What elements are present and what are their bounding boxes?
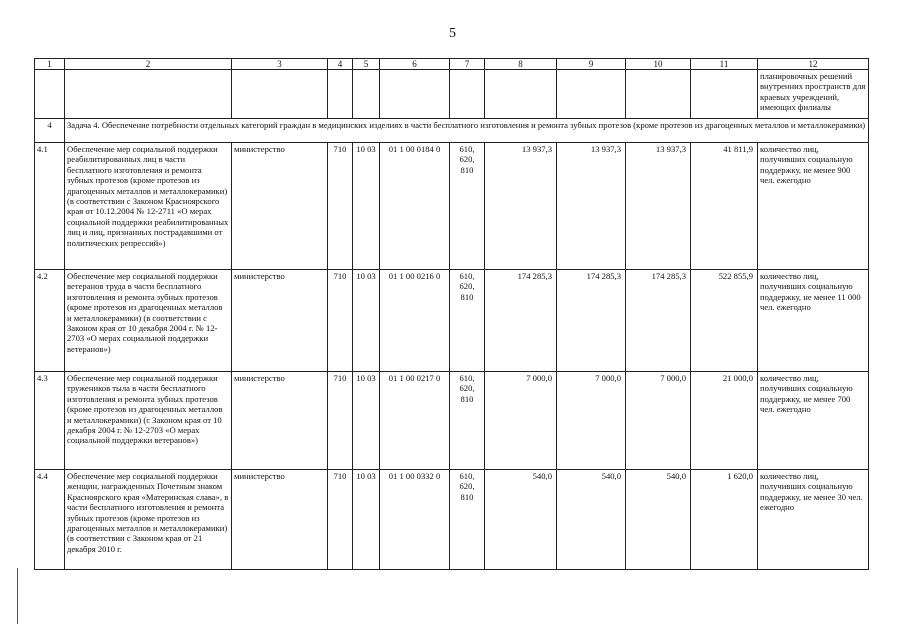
row-rzpr: 10 03 bbox=[353, 470, 380, 570]
column-number: 1 bbox=[35, 59, 65, 70]
row-name: Обеспечение мер социальной поддержки женщин, награжденных Почетным знаком Красноярского края «Материнская слава», в части бесплатного изготовления и ремонта зубных протезов (кроме протезов из драгоценных металлов и металлокерамики) (в соответствии с Законом края от 21 декабря 2010 г. bbox=[65, 470, 232, 570]
row-year3: 13 937,3 bbox=[626, 143, 691, 270]
row-rzpr: 10 03 bbox=[353, 372, 380, 470]
task-title: Задача 4. Обеспечение потребности отдельных категорий граждан в медицинских изделиях в части бесплатного изготовления и ремонта зубных протезов (кроме протезов из драгоценных металлов и металлокерамики) bbox=[65, 119, 869, 143]
row-csr: 01 1 00 0332 0 bbox=[380, 470, 450, 570]
row-year2: 13 937,3 bbox=[557, 143, 626, 270]
row-year3: 540,0 bbox=[626, 470, 691, 570]
row-csr: 01 1 00 0217 0 bbox=[380, 372, 450, 470]
row-year1: 13 937,3 bbox=[485, 143, 557, 270]
column-numbers-row bbox=[35, 59, 869, 70]
table-row bbox=[35, 372, 869, 470]
row-result: количество лиц, получивших социальную поддержку, не менее 11 000 чел. ежегодно bbox=[758, 270, 869, 372]
table-row bbox=[35, 143, 869, 270]
row-total: 21 000,0 bbox=[691, 372, 758, 470]
row-total: 1 620,0 bbox=[691, 470, 758, 570]
continuation-row bbox=[35, 70, 869, 119]
row-year3: 7 000,0 bbox=[626, 372, 691, 470]
table-row bbox=[35, 470, 869, 570]
row-grbs: 710 bbox=[328, 470, 353, 570]
row-csr: 01 1 00 0216 0 bbox=[380, 270, 450, 372]
row-executor: министерство bbox=[232, 470, 328, 570]
row-year2: 174 285,3 bbox=[557, 270, 626, 372]
column-number: 10 bbox=[626, 59, 691, 70]
row-grbs: 710 bbox=[328, 270, 353, 372]
column-number: 11 bbox=[691, 59, 758, 70]
row-name: Обеспечение мер социальной поддержки реабилитированных лиц в части бесплатного изготовления и ремонта зубных протезов (кроме протезов из драгоценных металлов и металлокерамики) (в соответствии с Законом Красноярского края от 10.12.2004 № 12-2711 «О мерах социальной поддержки реабилитированных лиц и лиц, признанных пострадавшими от политических репрессий») bbox=[65, 143, 232, 270]
page-number: 5 bbox=[449, 26, 456, 41]
row-vr: 610, 620, 810 bbox=[450, 270, 485, 372]
table-row bbox=[35, 270, 869, 372]
column-number: 6 bbox=[380, 59, 450, 70]
program-table bbox=[34, 58, 869, 570]
continuation-result-text: планировочных решений внутренних пространств для краевых учреждений, имеющих филиалы bbox=[758, 70, 869, 119]
row-name: Обеспечение мер социальной поддержки ветеранов труда в части бесплатного изготовления и ремонта зубных протезов (кроме протезов из драгоценных металлов и металлокерамики) (в соответствии с Законом края от 10 декабря 2004 г. № 12-2703 «О мерах социальной поддержки ветеранов») bbox=[65, 270, 232, 372]
column-number: 8 bbox=[485, 59, 557, 70]
column-number: 12 bbox=[758, 59, 869, 70]
row-grbs: 710 bbox=[328, 372, 353, 470]
row-result: количество лиц, получивших социальную поддержку, не менее 30 чел. ежегодно bbox=[758, 470, 869, 570]
column-number: 2 bbox=[65, 59, 232, 70]
row-total: 41 811,9 bbox=[691, 143, 758, 270]
margin-line bbox=[17, 568, 18, 624]
row-executor: министерство bbox=[232, 372, 328, 470]
row-executor: министерство bbox=[232, 270, 328, 372]
row-result: количество лиц, получивших социальную поддержку, не менее 700 чел. ежегодно bbox=[758, 372, 869, 470]
row-result: количество лиц, получивших социальную поддержку, не менее 900 чел. ежегодно bbox=[758, 143, 869, 270]
row-executor: министерство bbox=[232, 143, 328, 270]
row-grbs: 710 bbox=[328, 143, 353, 270]
row-year1: 540,0 bbox=[485, 470, 557, 570]
row-number: 4.2 bbox=[35, 270, 65, 372]
column-number: 7 bbox=[450, 59, 485, 70]
row-year1: 7 000,0 bbox=[485, 372, 557, 470]
row-year2: 540,0 bbox=[557, 470, 626, 570]
row-vr: 610, 620, 810 bbox=[450, 143, 485, 270]
row-name: Обеспечение мер социальной поддержки тружеников тыла в части бесплатного изготовления и ремонта зубных протезов (кроме протезов из драгоценных металлов и металлокерамики) (с Законом края от 10 декабря 2004 г. № 12-2703 «О мерах социальной поддержки ветеранов») bbox=[65, 372, 232, 470]
row-number: 4.3 bbox=[35, 372, 65, 470]
column-number: 3 bbox=[232, 59, 328, 70]
row-year2: 7 000,0 bbox=[557, 372, 626, 470]
row-year3: 174 285,3 bbox=[626, 270, 691, 372]
row-total: 522 855,9 bbox=[691, 270, 758, 372]
row-rzpr: 10 03 bbox=[353, 270, 380, 372]
task-row bbox=[35, 119, 869, 143]
column-number: 5 bbox=[353, 59, 380, 70]
column-number: 9 bbox=[557, 59, 626, 70]
row-vr: 610, 620, 810 bbox=[450, 470, 485, 570]
row-year1: 174 285,3 bbox=[485, 270, 557, 372]
row-csr: 01 1 00 0184 0 bbox=[380, 143, 450, 270]
row-number: 4.4 bbox=[35, 470, 65, 570]
row-number: 4.1 bbox=[35, 143, 65, 270]
row-vr: 610, 620, 810 bbox=[450, 372, 485, 470]
task-number: 4 bbox=[35, 119, 65, 143]
column-number: 4 bbox=[328, 59, 353, 70]
row-rzpr: 10 03 bbox=[353, 143, 380, 270]
